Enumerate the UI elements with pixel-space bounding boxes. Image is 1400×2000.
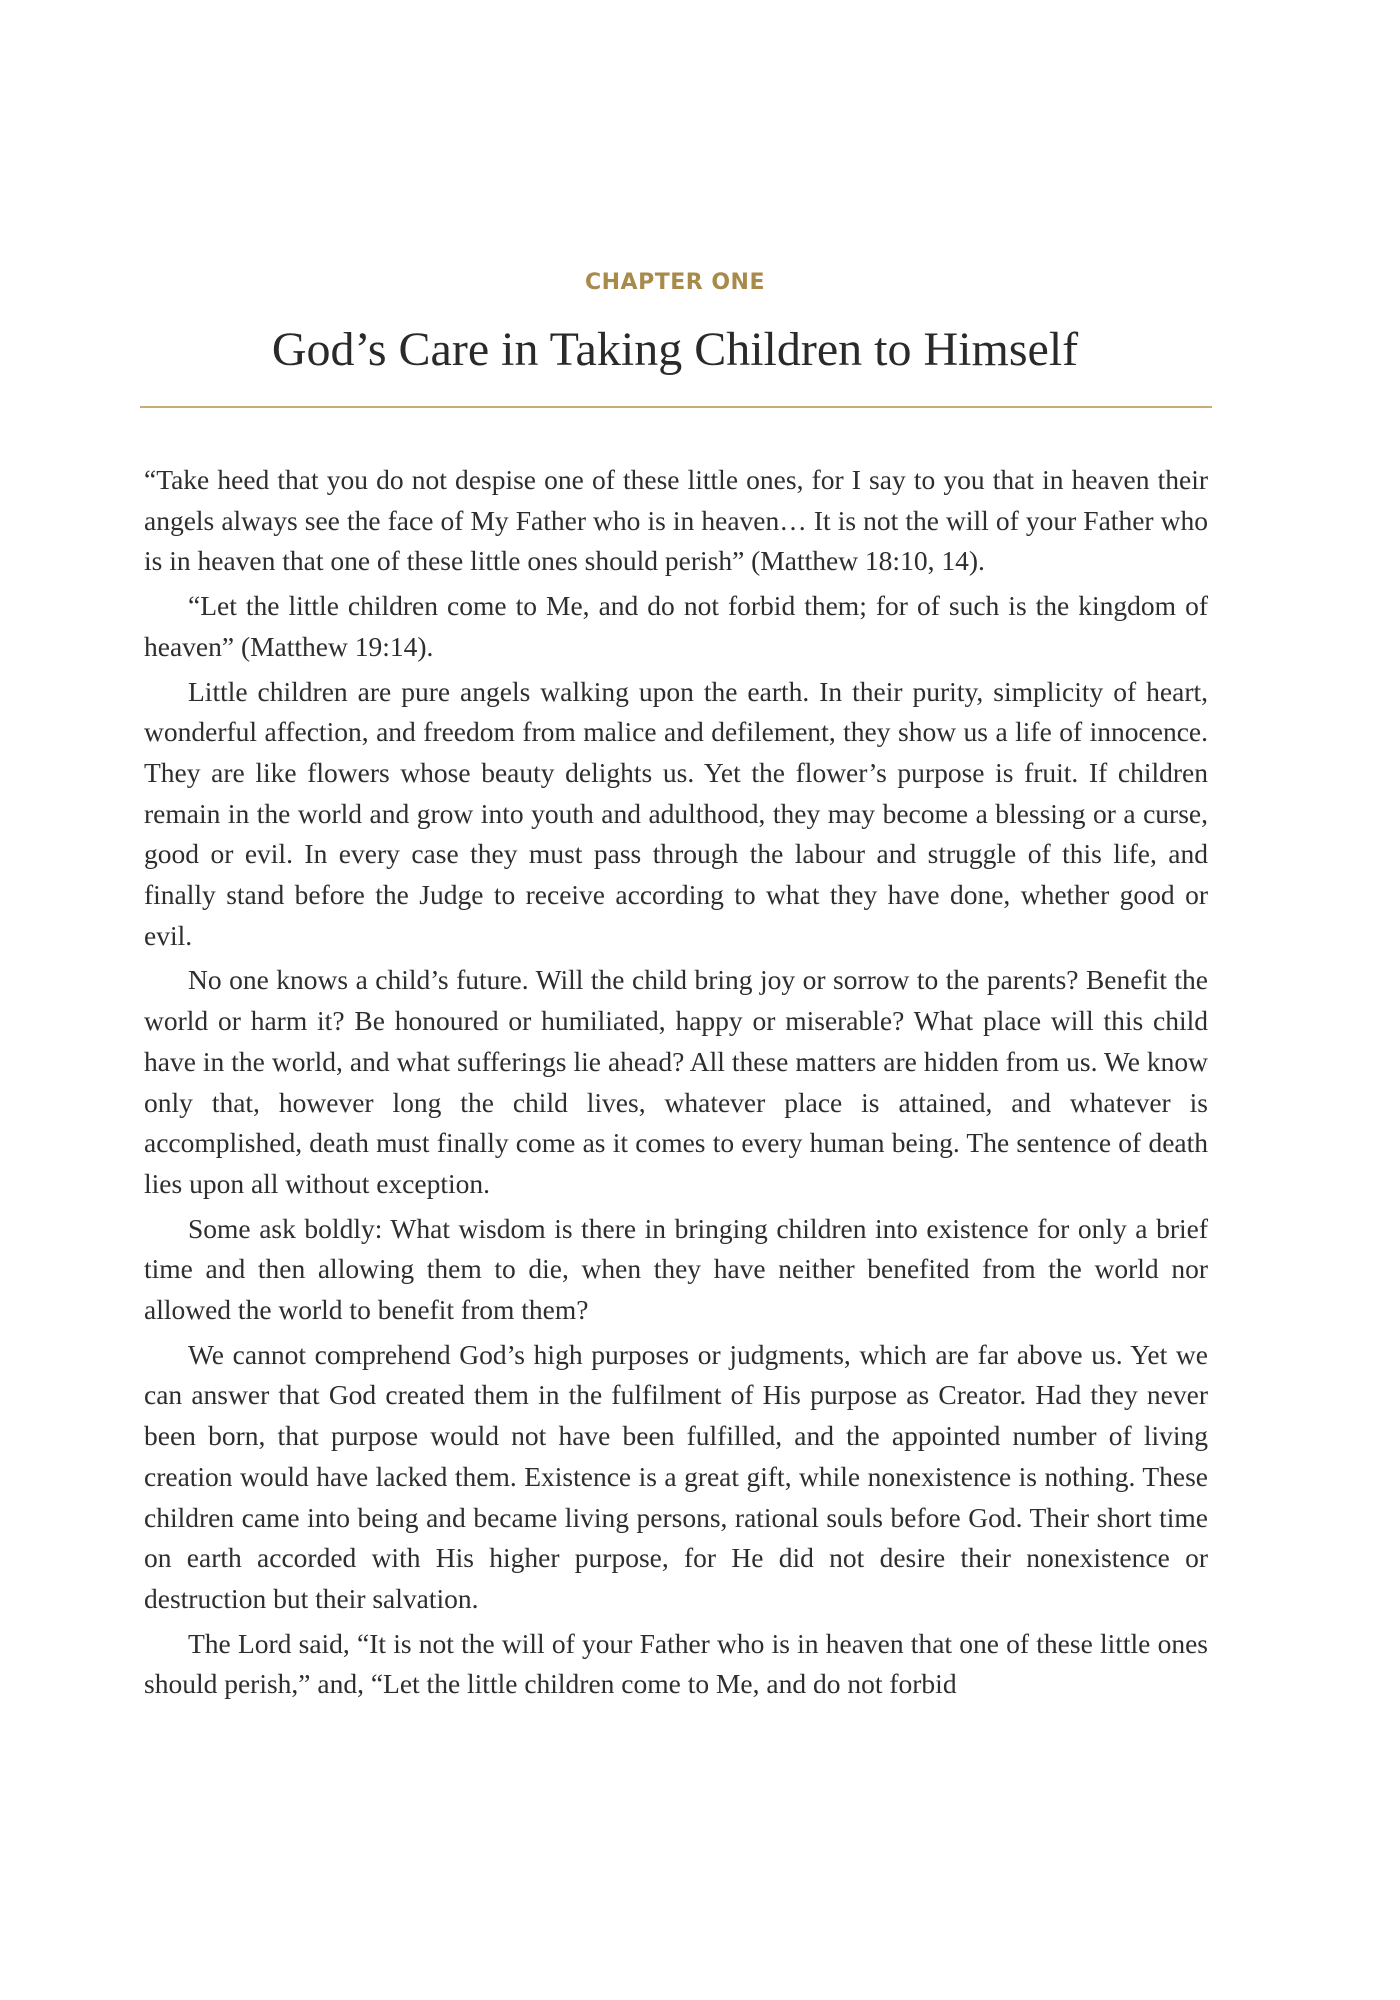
paragraph-scripture-quote-1: “Take heed that you do not despise one of these little ones, for I say to you that in heaven their angels always see the face of My Father who is in heaven… It is not the will of your Father who is in heaven that one of these little ones should perish” (Matthew 18:10, 14). xyxy=(144,464,1208,577)
paragraph: Little children are pure angels walking upon the earth. In their purity, simplicity of heart, wonderful affection, and freedom from malice and defilement, they show us a life of innocence. They are like flowers whose beauty delights us. Yet the flower’s purpose is fruit. If children remain in the world and grow into youth and adulthood, they may become a blessing or a curse, good or evil. In every case they must pass through the labour and struggle of this life, and finally stand before the Judge to receive according to what they have done, whether good or evil. xyxy=(144,675,1208,951)
title-divider xyxy=(140,406,1212,408)
paragraph: The Lord said, “It is not the will of your Father who is in heaven that one of these little ones should perish,” and, “Let the little children come to Me, and do not forbid xyxy=(144,1627,1208,1700)
paragraph: We cannot comprehend God’s high purposes or judgments, which are far above us. Yet we can answer that God created them in the fulfilment of His purpose as Creator. Had they never been born, that purpose would not have been fulfilled, and the appointed number of living creation would have lacked them. Existence is a great gift, while nonexistence is nothing. These children came into being and became living persons, rational souls before God. Their short time on earth accorded with His higher purpose, for He did not desire their nonexistence or destruction but their salvation. xyxy=(144,1338,1208,1614)
chapter-body xyxy=(144,460,1208,1709)
paragraph-scripture-quote-2: “Let the little children come to Me, and do not forbid them; for of such is the kingdom of heaven” (Matthew 19:14). xyxy=(144,590,1208,662)
chapter-title: God’s Care in Taking Children to Himself xyxy=(271,323,1079,376)
paragraph: Some ask boldly: What wisdom is there in bringing children into existence for only a brief time and then allowing them to die, when they have neither benefited from the world nor allowed the world to benefit from them? xyxy=(144,1212,1208,1326)
paragraph: No one knows a child’s future. Will the child bring joy or sorrow to the parents? Benefit the world or harm it? Be honoured or humiliated, happy or miserable? What place will this child have in the world, and what sufferings lie ahead? All these matters are hidden from us. We know only that, however long the child lives, whatever place is attained, and whatever is accomplished, death must finally come as it comes to every human being. The sentence of death lies upon all without exception. xyxy=(144,964,1208,1199)
chapter-label: CHAPTER ONE xyxy=(585,270,765,295)
